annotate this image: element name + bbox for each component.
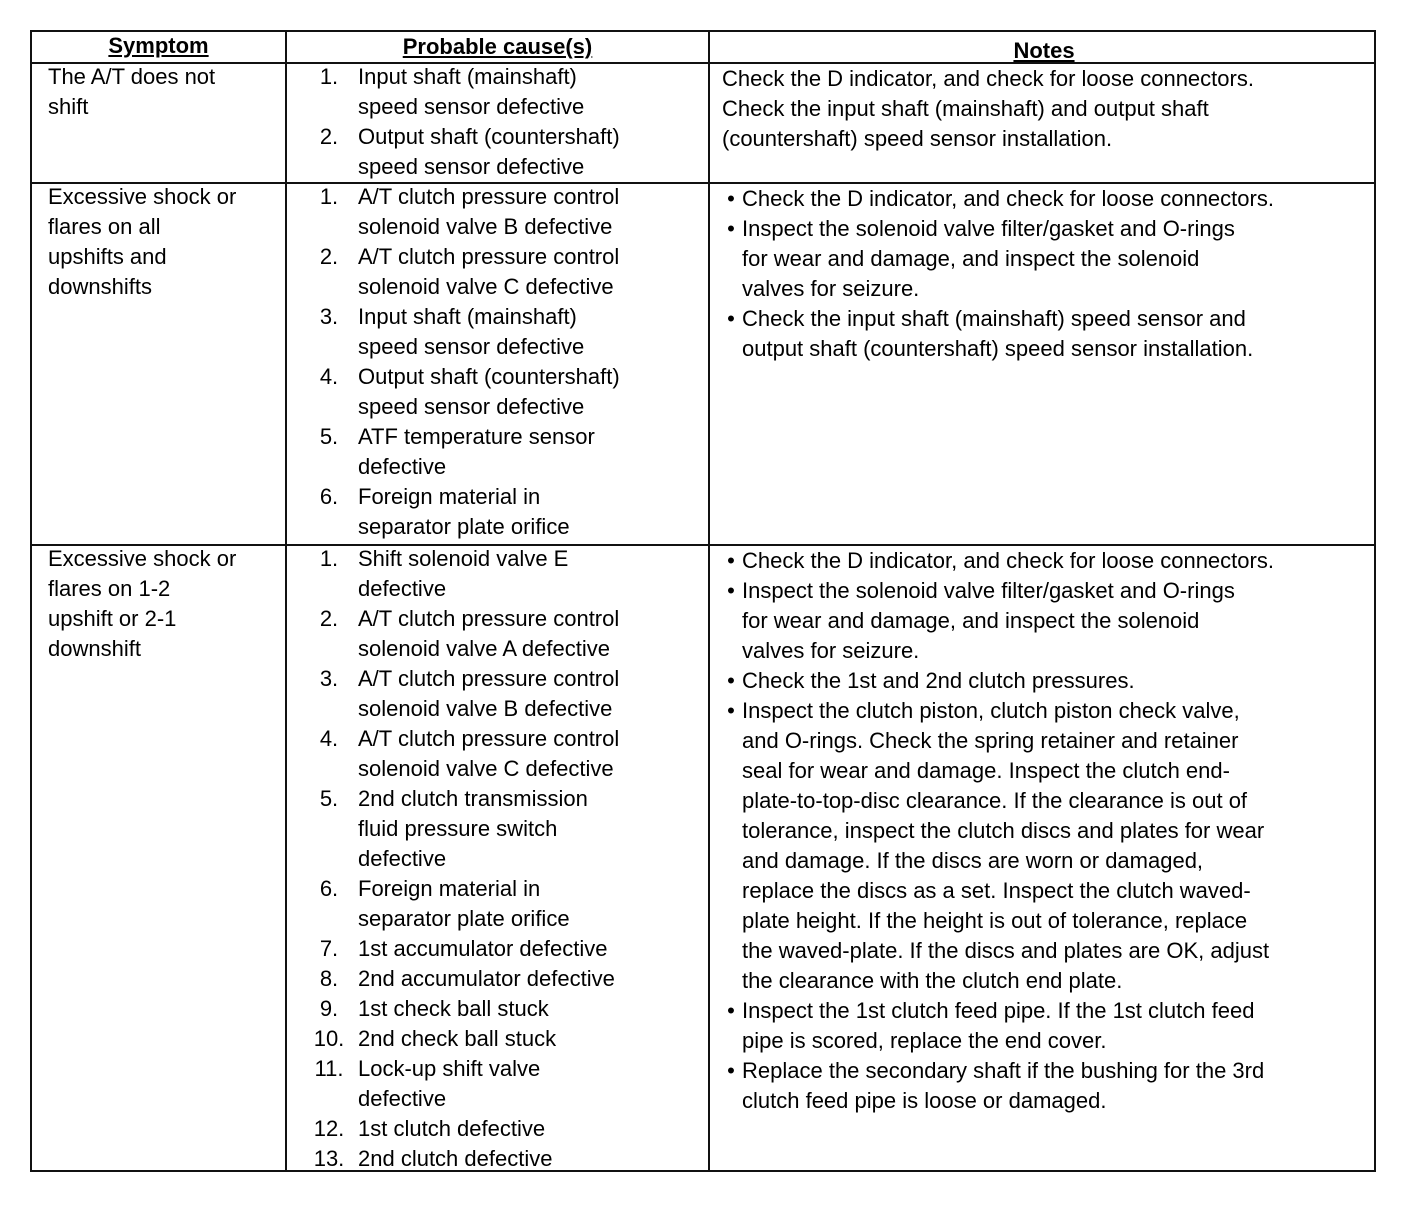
cause-text: Input shaft (mainshaft) speed sensor defective (358, 304, 585, 359)
cause-number: 7. (319, 936, 339, 961)
header-symptom: Symptom (108, 33, 209, 58)
note-text: Inspect the solenoid valve filter/gasket and O-rings for wear and damage, and inspect the solenoid valves for seizure. (742, 578, 1235, 663)
note-text: Check the 1st and 2nd clutch pressures. (742, 668, 1135, 693)
cause-number: 2. (319, 124, 339, 149)
cause-number: 4. (319, 726, 339, 751)
cause-text: Foreign material in separator plate orifice (358, 484, 570, 539)
cause-item (300, 482, 710, 542)
cause-number: 6. (319, 484, 339, 509)
cause-item (300, 964, 710, 994)
cause-text: 2nd clutch transmission fluid pressure switch defective (358, 786, 588, 871)
cause-number: 3. (319, 304, 339, 329)
cause-text: 2nd accumulator defective (358, 966, 615, 991)
cause-number: 3. (319, 666, 339, 691)
cause-item (300, 1144, 710, 1174)
cause-number: 1. (319, 184, 339, 209)
cause-number: 5. (319, 424, 339, 449)
cause-item (300, 784, 710, 874)
cause-item (300, 994, 710, 1024)
bullet-icon: • (727, 216, 735, 241)
cause-text: 2nd clutch defective (358, 1146, 553, 1171)
cause-text: 1st clutch defective (358, 1116, 546, 1141)
causes-list (300, 182, 710, 542)
causes-list (300, 544, 710, 1174)
cause-number: 2. (319, 606, 339, 631)
cause-text: A/T clutch pressure control solenoid valve B defective (358, 666, 620, 721)
cause-number: 1. (319, 64, 339, 89)
bullet-icon: • (727, 306, 735, 331)
cause-text: 2nd check ball stuck (358, 1026, 557, 1051)
cause-text: ATF temperature sensor defective (358, 424, 595, 479)
note-text: Inspect the 1st clutch feed pipe. If the 1st clutch feed pipe is scored, replace the end cover. (742, 998, 1255, 1053)
note-item (720, 576, 1372, 666)
note-item (720, 696, 1372, 996)
cause-item (300, 362, 710, 422)
note-text: Check the D indicator, and check for loose connectors. (742, 548, 1274, 573)
cause-item (300, 422, 710, 482)
note-item (720, 1056, 1372, 1116)
cause-number: 11. (314, 1056, 344, 1081)
header-probable-causes: Probable cause(s) (402, 34, 593, 59)
symptom-cell: The A/T does not shift (48, 64, 216, 119)
note-item (720, 666, 1372, 696)
note-item (720, 184, 1372, 214)
bullet-icon: • (727, 548, 735, 573)
bullet-icon: • (727, 186, 735, 211)
cause-number: 12. (313, 1116, 345, 1141)
cause-item (300, 544, 710, 604)
bullet-icon: • (727, 698, 735, 723)
cause-text: Foreign material in separator plate orifice (358, 876, 570, 931)
note-text: Inspect the clutch piston, clutch piston check valve, and O-rings. Check the spring retainer and retainer seal for wear and damage. Inspect the clutch end- plate-to-top-disc clearance. If the clearance is out of tolerance, inspect the clutch discs and plates for wear and damage. If the discs are worn or damaged, replace the discs as a set. Inspect the clutch waved- plate height. If the height is out of tolerance, replace the waved-plate. If the discs and plates are OK, adjust the clearance with the clutch end plate. (742, 698, 1270, 993)
cause-item (300, 604, 710, 664)
notes-list (720, 184, 1372, 364)
cause-text: 1st check ball stuck (358, 996, 549, 1021)
note-item (720, 304, 1372, 364)
cause-text: Lock-up shift valve defective (358, 1056, 541, 1111)
cause-item (300, 664, 710, 724)
cause-number: 1. (319, 546, 339, 571)
note-item (720, 996, 1372, 1056)
header-notes: Notes (1013, 38, 1075, 63)
symptom-cell: Excessive shock or flares on 1-2 upshift or 2-1 downshift (48, 546, 237, 661)
notes-cell: Check the D indicator, and check for loose connectors. Check the input shaft (mainshaft) and output shaft (countershaft) speed sensor installation. (722, 66, 1254, 151)
note-text: Replace the secondary shaft if the bushing for the 3rd clutch feed pipe is loose or damaged. (742, 1058, 1265, 1113)
cause-text: Output shaft (countershaft) speed sensor defective (358, 364, 620, 419)
causes-list (300, 62, 710, 182)
cause-text: A/T clutch pressure control solenoid valve B defective (358, 184, 620, 239)
cause-number: 13. (313, 1146, 345, 1171)
note-item (720, 546, 1372, 576)
troubleshooting-table (30, 30, 1376, 1172)
cause-item (300, 62, 710, 122)
note-item (720, 214, 1372, 304)
notes-list (720, 546, 1372, 1116)
cause-number: 10. (313, 1026, 345, 1051)
cause-item (300, 182, 710, 242)
cause-item (300, 122, 710, 182)
cause-text: Shift solenoid valve E defective (358, 546, 569, 601)
cause-number: 2. (319, 244, 339, 269)
cause-item (300, 242, 710, 302)
cause-text: A/T clutch pressure control solenoid valve C defective (358, 244, 620, 299)
cause-number: 6. (319, 876, 339, 901)
bullet-icon: • (727, 578, 735, 603)
note-text: Check the D indicator, and check for loose connectors. (742, 186, 1274, 211)
cause-number: 4. (319, 364, 339, 389)
bullet-icon: • (727, 668, 735, 693)
cause-item (300, 1054, 710, 1114)
cause-number: 5. (319, 786, 339, 811)
cause-number: 8. (319, 966, 339, 991)
bullet-icon: • (727, 998, 735, 1023)
cause-number: 9. (319, 996, 339, 1021)
column-divider-symptom (285, 32, 287, 1170)
bullet-icon: • (727, 1058, 735, 1083)
cause-text: A/T clutch pressure control solenoid valve A defective (358, 606, 620, 661)
cause-item (300, 934, 710, 964)
cause-text: Output shaft (countershaft) speed sensor defective (358, 124, 620, 179)
note-text: Inspect the solenoid valve filter/gasket and O-rings for wear and damage, and inspect the solenoid valves for seizure. (742, 216, 1235, 301)
cause-text: 1st accumulator defective (358, 936, 608, 961)
cause-item (300, 1114, 710, 1144)
symptom-cell: Excessive shock or flares on all upshifts and downshifts (48, 184, 237, 299)
note-text: Check the input shaft (mainshaft) speed sensor and output shaft (countershaft) speed sensor installation. (742, 306, 1254, 361)
cause-item (300, 874, 710, 934)
cause-item (300, 1024, 710, 1054)
cause-item (300, 302, 710, 362)
cause-text: A/T clutch pressure control solenoid valve C defective (358, 726, 620, 781)
cause-item (300, 724, 710, 784)
cause-text: Input shaft (mainshaft) speed sensor defective (358, 64, 585, 119)
